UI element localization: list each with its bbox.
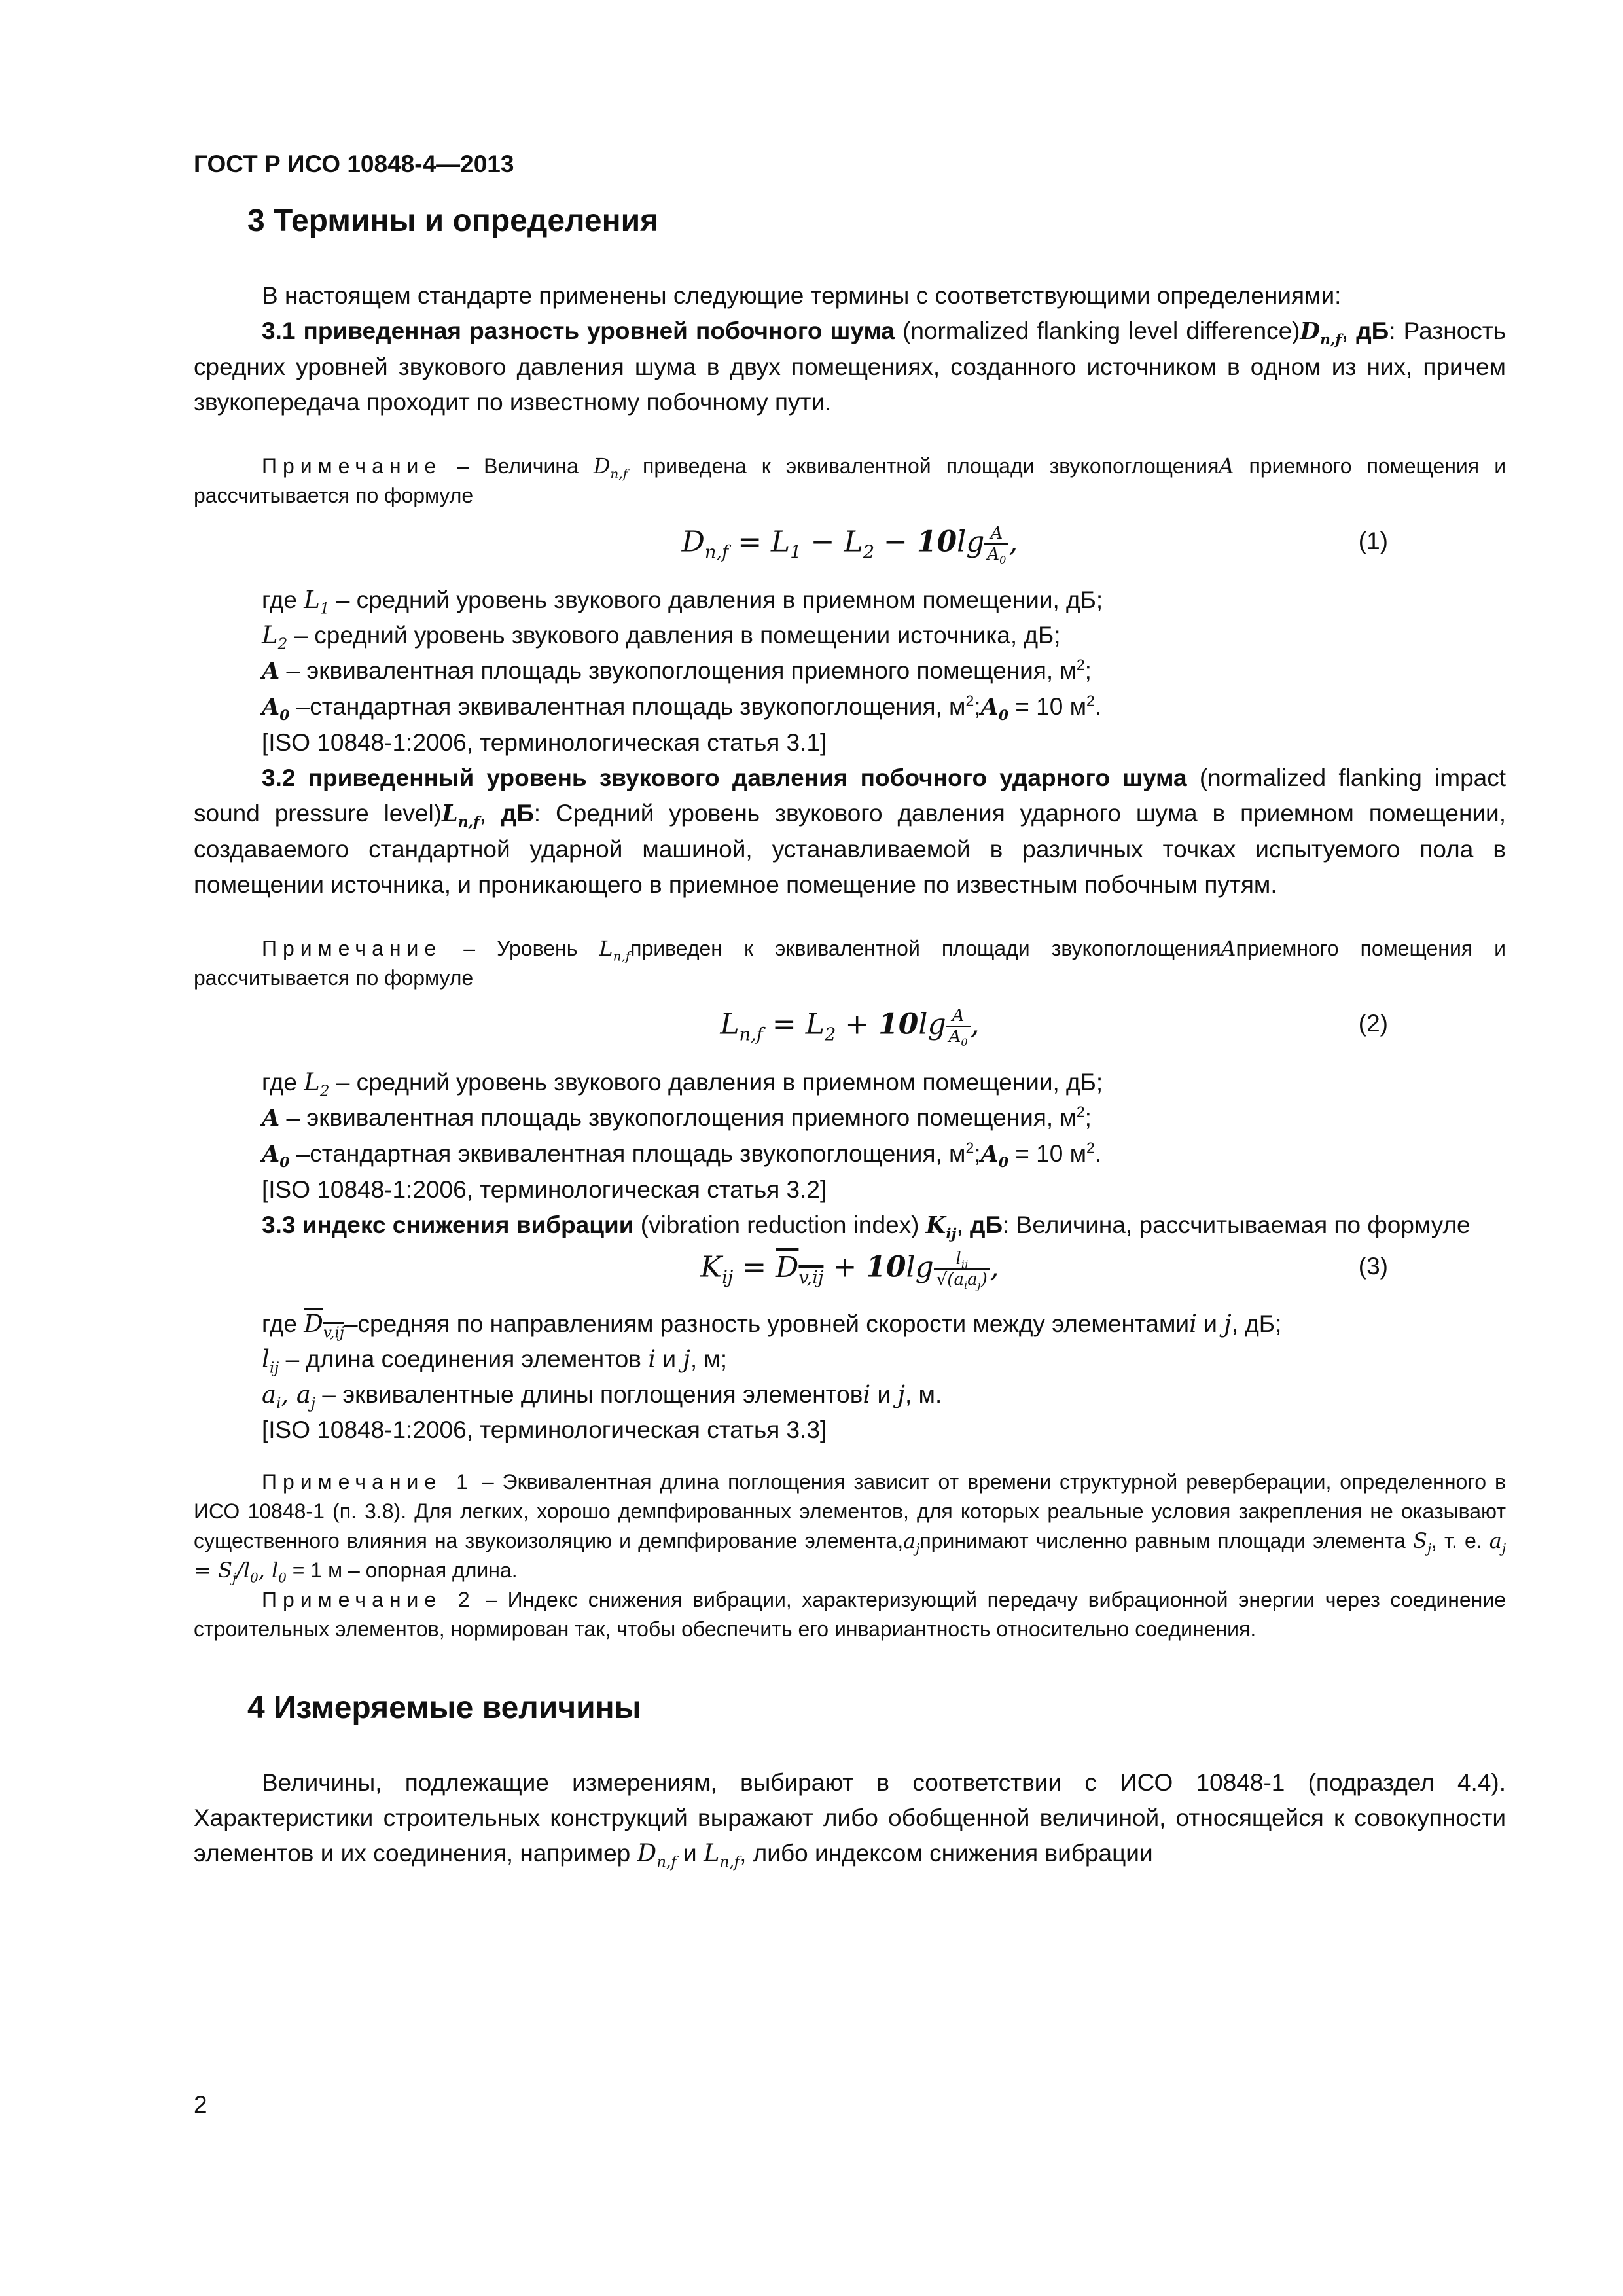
term-3-3-title: 3.3 индекс снижения вибрации — [262, 1211, 634, 1238]
reference-3-2: [ISO 10848-1:2006, терминологическая статья 3.2] — [262, 1176, 827, 1203]
legend-3-lij: $l_{ij}$ – длина соединения элементов i и j, м; — [262, 1345, 728, 1377]
term-3-1-title: 3.1 приведенная разность уровней побочного шума — [262, 317, 895, 344]
term-3-2-title: 3.2 приведенный уровень звукового давления побочного ударного шума — [262, 764, 1187, 791]
section-4-paragraph: Величины, подлежащие измерениям, выбирают в соответствии с ИСО 10848-1 (подраздел 4.4). Характеристики строительных конструкций выражают либо обобщенной величиной, относящейся к совокупности элементов и их соединения, например $D_{n,f}$ и $L_{n,f}$, либо индексом снижения вибрации — [194, 1769, 1506, 1871]
term-3-3: 3.3 индекс снижения вибрации (vibration reduction index) $K_{ij}$, дБ: Величина, рассчитываемая по формуле — [262, 1211, 1471, 1243]
formula-2-number: (2) — [1358, 1010, 1388, 1037]
formula-2: $L_{n,f} = L_2 + 10\lg$ $\frac{A}{A_0}$ , (2) — [720, 1006, 1388, 1049]
term-3-2-definition: : Средний уровень звукового давления ударного шума в приемном помещении, создаваемого стандартной ударной машиной, устанавливаемой в различных точках испытуемого пола в помещении источника, и проникающего в приемное помещение по известным побочным путям. — [194, 800, 1506, 898]
reference-3-3: [ISO 10848-1:2006, терминологическая статья 3.3] — [262, 1416, 827, 1443]
term-3-1-unit: дБ — [1356, 317, 1389, 344]
section-4-title: 4 Измеряемые величины — [247, 1691, 641, 1725]
note-3-3-2: Примечание 2 – Индекс снижения вибрации, характеризующий передачу вибрационной энергии через соединение строительных элементов, нормирован так, чтобы обеспечить его инвариантность относительно соединения. — [194, 1588, 1507, 1641]
legend-2-A0: $A_0$ –стандартная эквивалентная площадь звукопоглощения, $м^2;A_0 = 10$ $м^2$. — [262, 1139, 1102, 1172]
term-3-2-en: (normalized flanking impact sound pressure level) — [194, 764, 1507, 827]
formula-3-number: (3) — [1358, 1253, 1388, 1280]
term-3-2-unit: дБ — [501, 800, 534, 827]
formula-1: $D_{n,f} = L_1 - L_2 - 10\lg$ $\frac{A}{A_0}$ , (1) — [681, 524, 1388, 567]
term-3-2: 3.2 приведенный уровень звукового давления побочного ударного шума (normalized flanking impact sound pressure $level)L_{n,f}$, дБ: Средний уровень звукового давления ударного шума в приемном помещении, создаваемого стандартной ударной машиной, устанавливаемой в различных точках испытуемого пола в помещении источника, и проникающего в приемное помещение по известным побочным путям. — [194, 764, 1507, 898]
term-3-3-unit: дБ — [970, 1211, 1003, 1238]
page-number: 2 — [194, 2091, 207, 2118]
term-3-1: 3.1 приведенная разность уровней побочного шума (normalized flanking level $difference)D_{n,f}$, дБ: Разность средних уровней звукового давления шума в двух помещениях, созданного источником в одном из них, причем звукопередача проходит по известному побочному пути. — [194, 317, 1506, 416]
legend-L2: $L_2$ – средний уровень звукового давления в помещении источника, дБ; — [262, 621, 1061, 653]
page-content — [194, 151, 1506, 1871]
document-code: ГОСТ Р ИСО 10848-4—2013 — [194, 151, 514, 177]
legend-A0: $A_0$ –стандартная эквивалентная площадь звукопоглощения, $м^2;A_0 = 10$ $м^2$. — [262, 692, 1102, 725]
section-3-title: 3 Термины и определения — [247, 204, 659, 238]
legend-L1: где $L_1$ – средний уровень звукового давления в приемном помещении, дБ; — [262, 586, 1103, 618]
legend-3-ai: $a_i$, $a_j$ – эквивалентные длины поглощения элементовi и j, м. — [262, 1380, 942, 1412]
term-3-3-definition: : Величина, рассчитываемая по формуле — [1003, 1211, 1471, 1238]
legend-2-A: A – эквивалентная площадь звукопоглощения приемного помещения, $м^2$; — [262, 1103, 1092, 1132]
reference-3-1: [ISO 10848-1:2006, терминологическая статья 3.1] — [262, 729, 827, 756]
legend-2-L2: где $L_2$ – средний уровень звукового давления в приемном помещении, дБ; — [262, 1068, 1103, 1100]
formula-1-number: (1) — [1358, 528, 1388, 554]
note-3-1-label: Примечание — [262, 454, 442, 478]
note-3-3-2-label: Примечание 2 — [262, 1588, 476, 1611]
formula-3: $K_{ij} = D_{v,ij} + 10\lg$ $\frac{l_{ij}}{√(a_ia_j)}$ , (3) — [700, 1249, 1388, 1292]
note-3-2: Примечание – Уровень $L_{n,f}приведен$ к эквивалентной площади звукопоглощенияAприемного помещения и рассчитывается по формуле — [194, 936, 1507, 990]
term-3-1-en: (normalized flanking level difference) — [902, 317, 1300, 344]
note-3-3-1: Примечание 1 – Эквивалентная длина поглощения зависит от времени структурной реверберации, определенного в ИСО 10848-1 (п. 3.8). Для легких, хорошо демпфированных элементов, для которых реальные условия закрепления не оказывают существенного влияния на звукоизоляцию и демпфирование $элемента,a_jпринимают$ численно равным площади элемента $S_j$, т. е. $a_j = S_j/l_0$, $l_0 = 1$ м – опорная длина. — [194, 1470, 1507, 1586]
legend-A: A – эквивалентная площадь звукопоглощения приемного помещения, $м^2$; — [262, 656, 1092, 685]
legend-3-Dv: где $D_{v,ij}$–средняя по направлениям разность уровней скорости между элементамиi и j, дБ; — [262, 1310, 1282, 1342]
section-3-intro: В настоящем стандарте применены следующие термины с соответствующими определениями: — [262, 282, 1342, 309]
note-3-2-label: Примечание — [262, 937, 442, 960]
term-3-1-definition: : Разность средних уровней звукового давления шума в двух помещениях, созданного источником в одном из них, причем звукопередача проходит по известному побочному пути. — [194, 317, 1506, 416]
note-3-1: Примечание – Величина $D_{n,f}$ приведена к эквивалентной площади звукопоглощенияA приемного помещения и рассчитывается по формуле — [194, 454, 1507, 507]
note-3-3-1-label: Примечание 1 — [262, 1470, 474, 1494]
term-3-3-en: (vibration reduction index) — [640, 1211, 919, 1238]
